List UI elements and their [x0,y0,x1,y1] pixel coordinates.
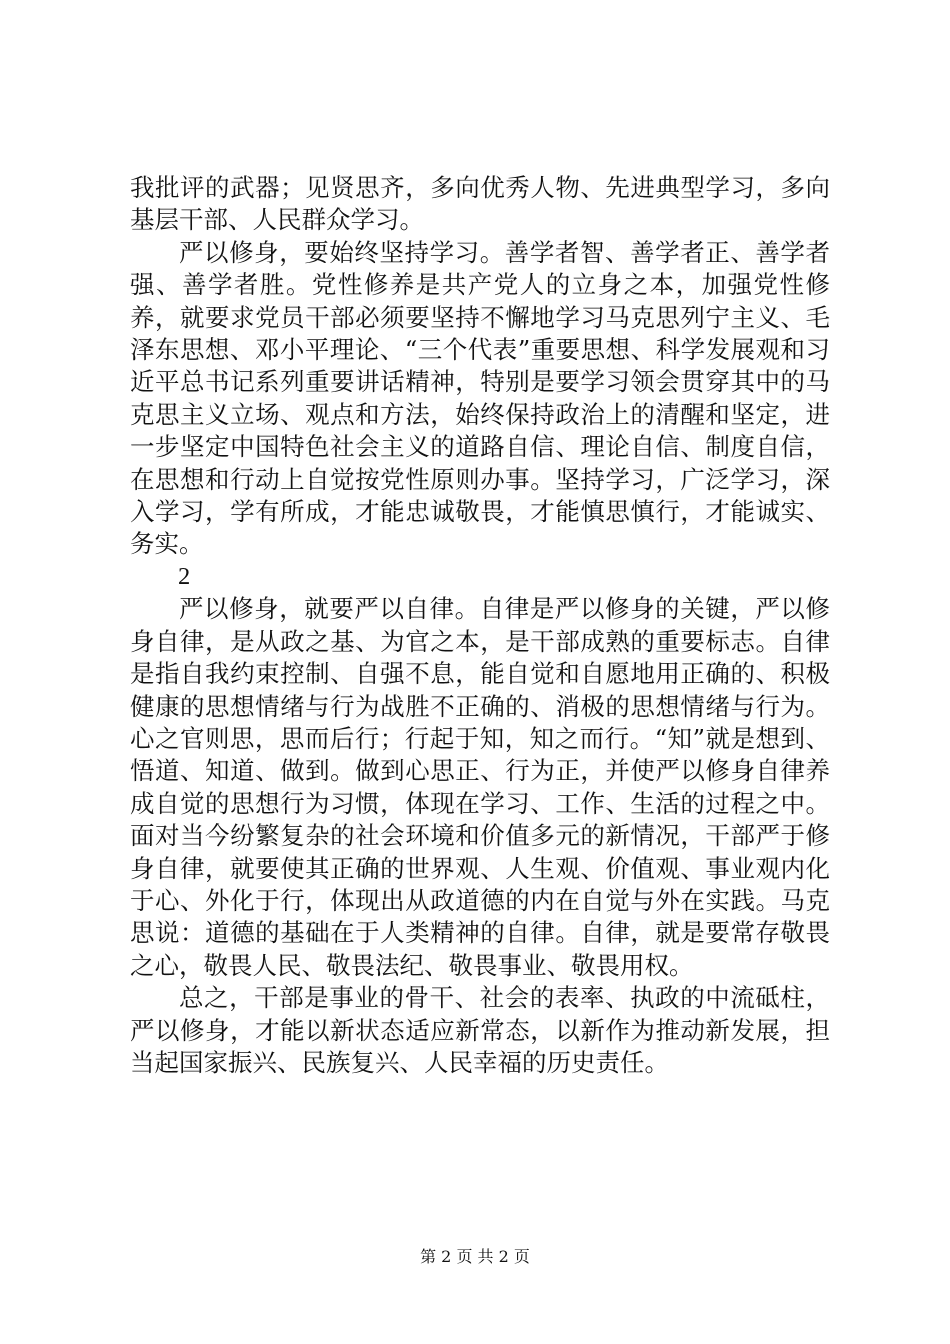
paragraph-study: 严以修身，要始终坚持学习。善学者智、善学者正、善学者强、善学者胜。党性修养是共产党人的立身之本，加强党性修养，就要求党员干部必须要坚持不懈地学习马克思列宁主义、毛泽东思想、邓小平理论、“三个代表”重要思想、科学发展观和习近平总书记系列重要讲话精神，特别是要学习领会贯穿其中的马克思主义立场、观点和方法，始终保持政治上的清醒和坚定，进一步坚定中国特色社会主义的道路自信、理论自信、制度自信，在思想和行动上自觉按党性原则办事。坚持学习，广泛学习，深入学习，学有所成，才能忠诚敬畏，才能慎思慎行，才能诚实、务实。 [130,237,830,559]
paragraph-conclusion: 总之，干部是事业的骨干、社会的表率、执政的中流砥柱，严以修身，才能以新状态适应新常态，以新作为推动新发展，担当起国家振兴、民族复兴、人民幸福的历史责任。 [130,983,830,1077]
document-body [130,172,830,1079]
paragraph-continuation: 我批评的武器；见贤思齐，多向优秀人物、先进典型学习，多向基层干部、人民群众学习。 [130,173,830,235]
page-footer: 第 2 页 共 2 页 [420,1247,530,1266]
paragraph-self-discipline: 严以修身，就要严以自律。自律是严以修身的关键，严以修身自律，是从政之基、为官之本，是干部成熟的重要标志。自律是指自我约束控制、自强不息，能自觉和自愿地用正确的、积极健康的思想情绪与行为战胜不正确的、消极的思想情绪与行为。心之官则思，思而后行；行起于知，知之而行。“知”就是想到、悟道、知道、做到。做到心思正、行为正，并使严以修身自律养成自觉的思想行为习惯，体现在学习、工作、生活的过程之中。面对当今纷繁复杂的社会环境和价值多元的新情况，干部严于修身自律，就要使其正确的世界观、人生观、价值观、事业观内化于心、外化于行，体现出从政道德的内在自觉与外在实践。马克思说：道德的基础在于人类精神的自律。自律，就是要常存敬畏之心，敬畏人民、敬畏法纪、敬畏事业、敬畏用权。 [130,594,830,980]
section-number: 2 [178,562,191,590]
